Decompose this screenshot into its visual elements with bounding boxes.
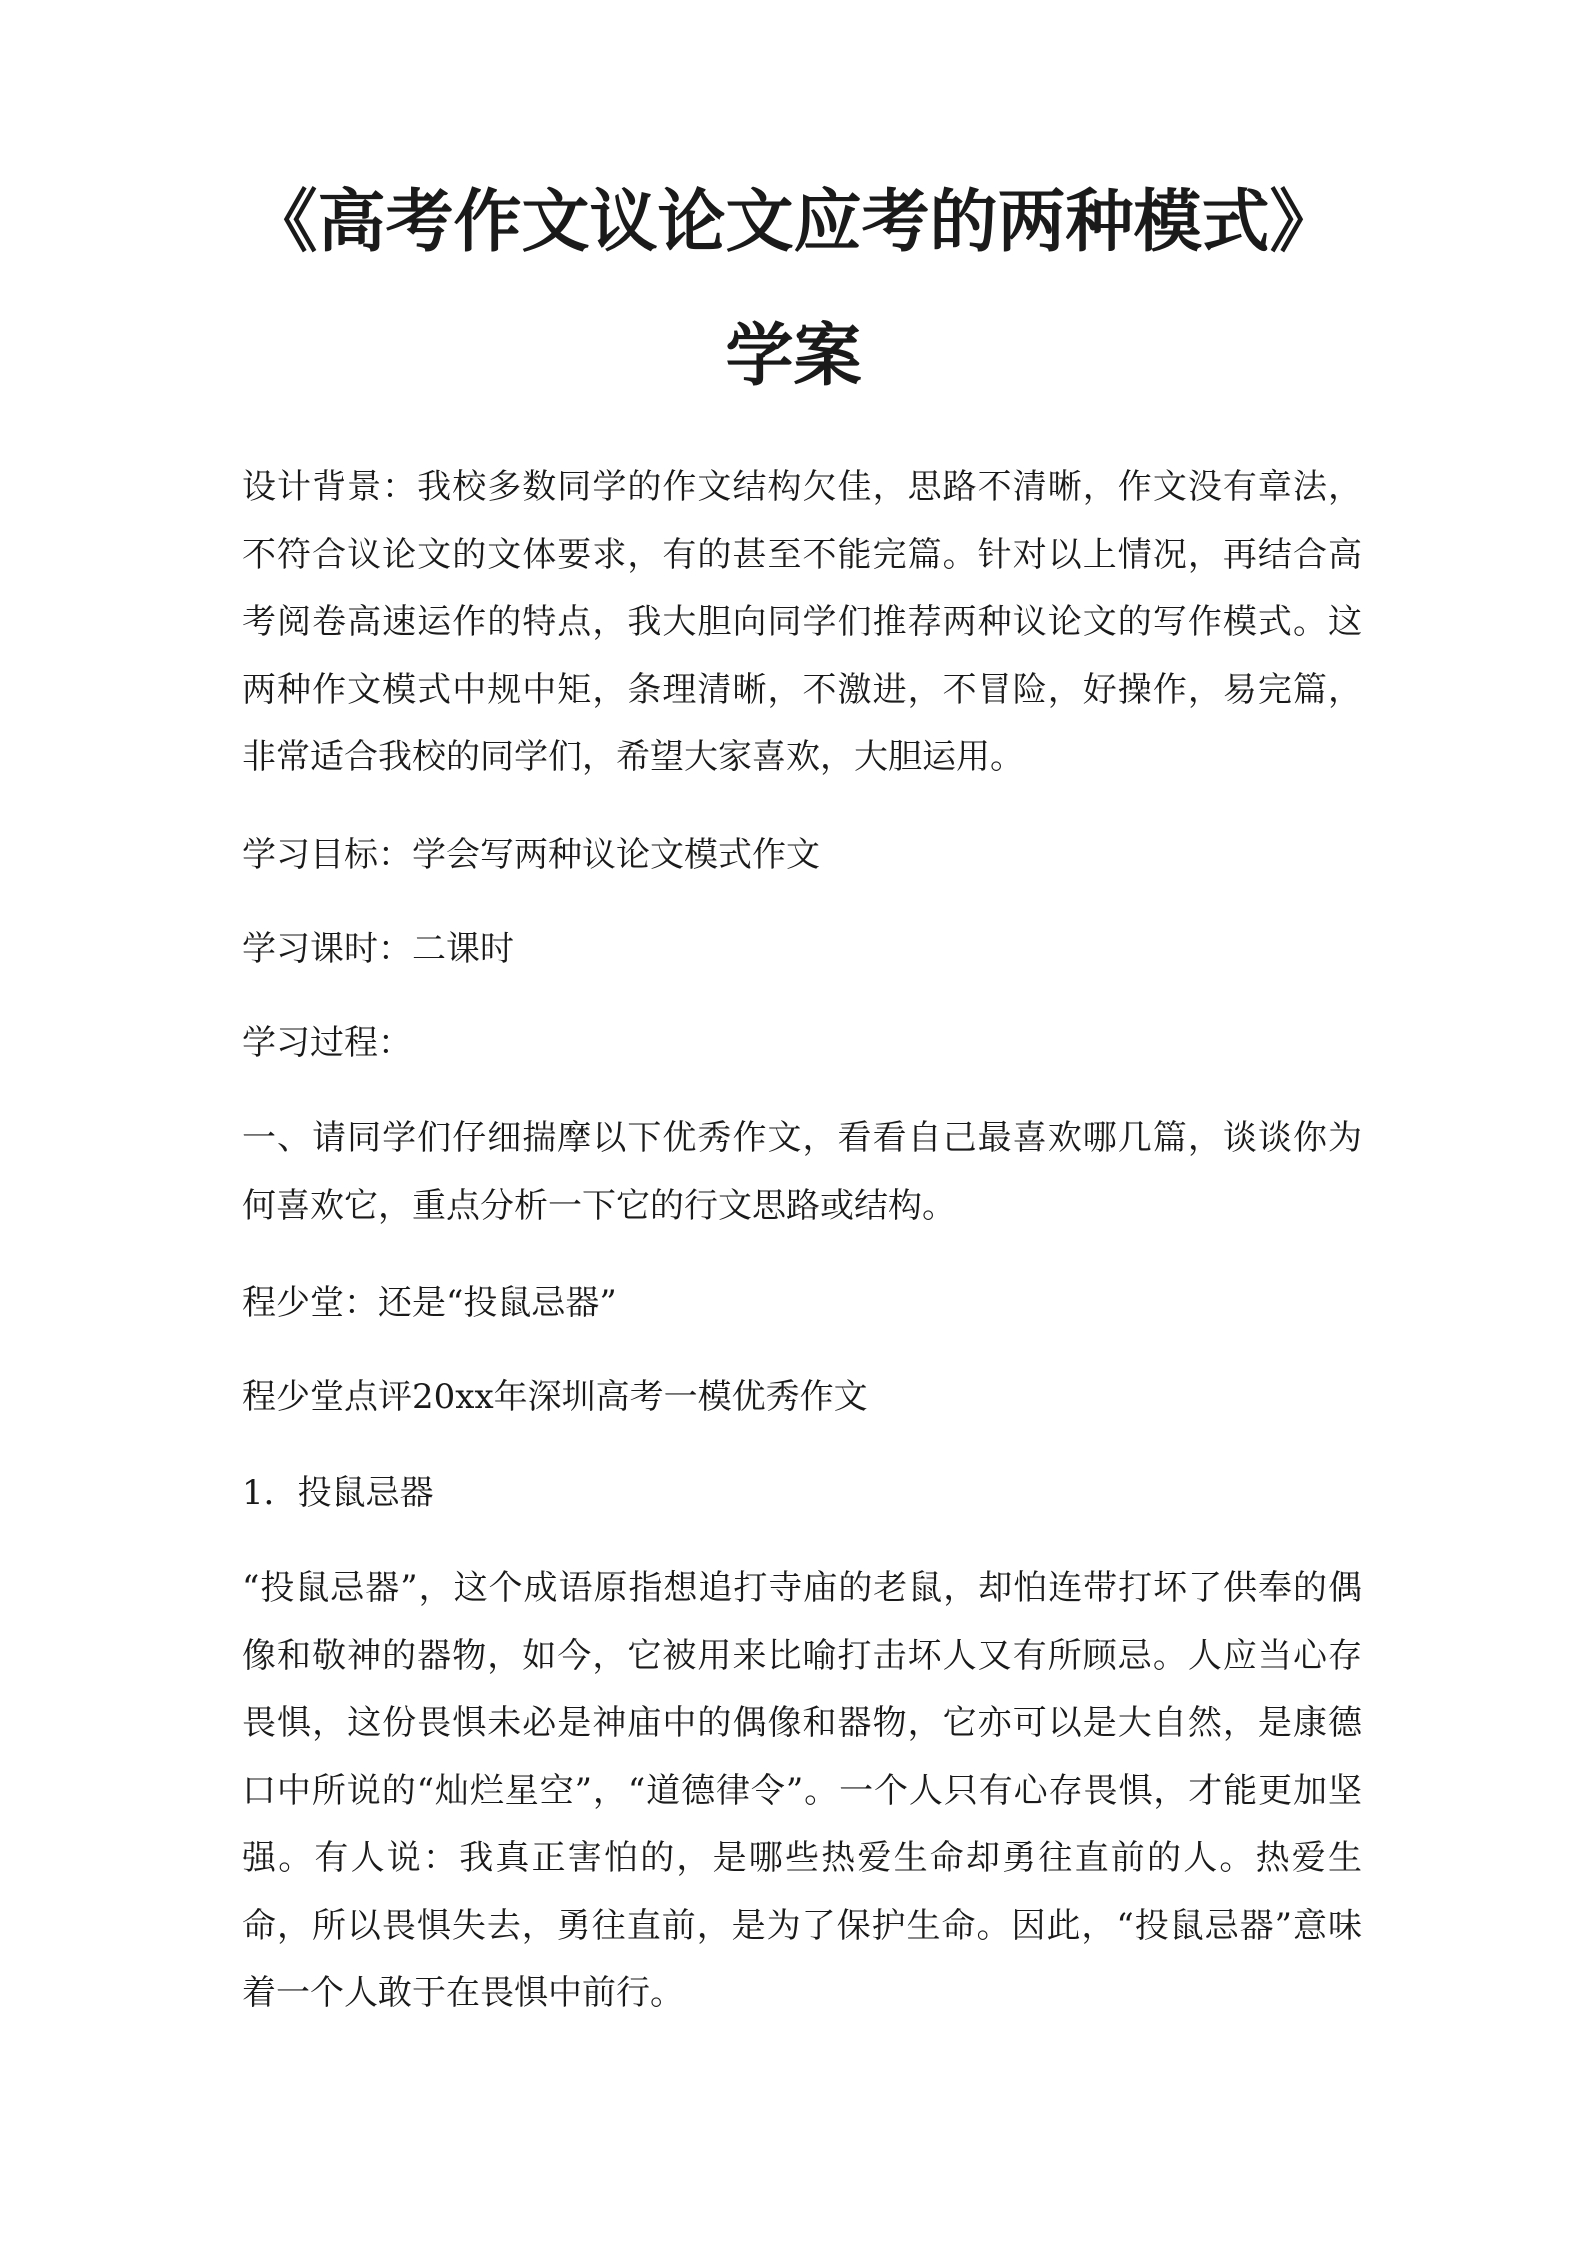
learning-process-heading: 学习过程： <box>242 1023 412 1063</box>
step-one-paragraph: 一、请同学们仔细揣摩以下优秀作文，看看自己最喜欢哪几篇，谈谈你为何喜欢它，重点分析一下它的行文思路或结构。 <box>242 1118 1362 1226</box>
document-subtitle: 学案 <box>725 316 862 396</box>
learning-goal: 学习目标：学会写两种议论文模式作文 <box>242 835 820 875</box>
class-hours: 学习课时：二课时 <box>242 929 514 969</box>
essay-author-title: 程少堂：还是“投鼠忌器” <box>242 1283 617 1323</box>
design-background-paragraph: 设计背景：我校多数同学的作文结构欠佳，思路不清晰，作文没有章法，不符合议论文的文体要求，有的甚至不能完篇。针对以上情况，再结合高考阅卷高速运作的特点，我大胆向同学们推荐两种议论文的写作模式。这两种作文模式中规中矩，条理清晰，不激进，不冒险，好操作，易完篇，非常适合我校的同学们，希望大家喜欢，大胆运用。 <box>242 467 1362 777</box>
essay-source: 程少堂点评20xx年深圳高考一模优秀作文 <box>242 1377 868 1417</box>
essay-paragraph: “投鼠忌器”，这个成语原指想追打寺庙的老鼠，却怕连带打坏了供奉的偶像和敬神的器物，如今，它被用来比喻打击坏人又有所顾忌。人应当心存畏惧，这份畏惧未必是神庙中的偶像和器物，它亦可以是大自然，是康德口中所说的“灿烂星空”，“道德律令”。一个人只有心存畏惧，才能更加坚强。有人说：我真正害怕的，是哪些热爱生命却勇往直前的人。热爱生命，所以畏惧失去，勇往直前，是为了保护生命。因此，“投鼠忌器”意味着一个人敢于在畏惧中前行。 <box>242 1568 1362 2013</box>
section-heading: 1．投鼠忌器 <box>242 1473 434 1513</box>
document-title: 《高考作文议论文应考的两种模式》 <box>249 182 1338 262</box>
